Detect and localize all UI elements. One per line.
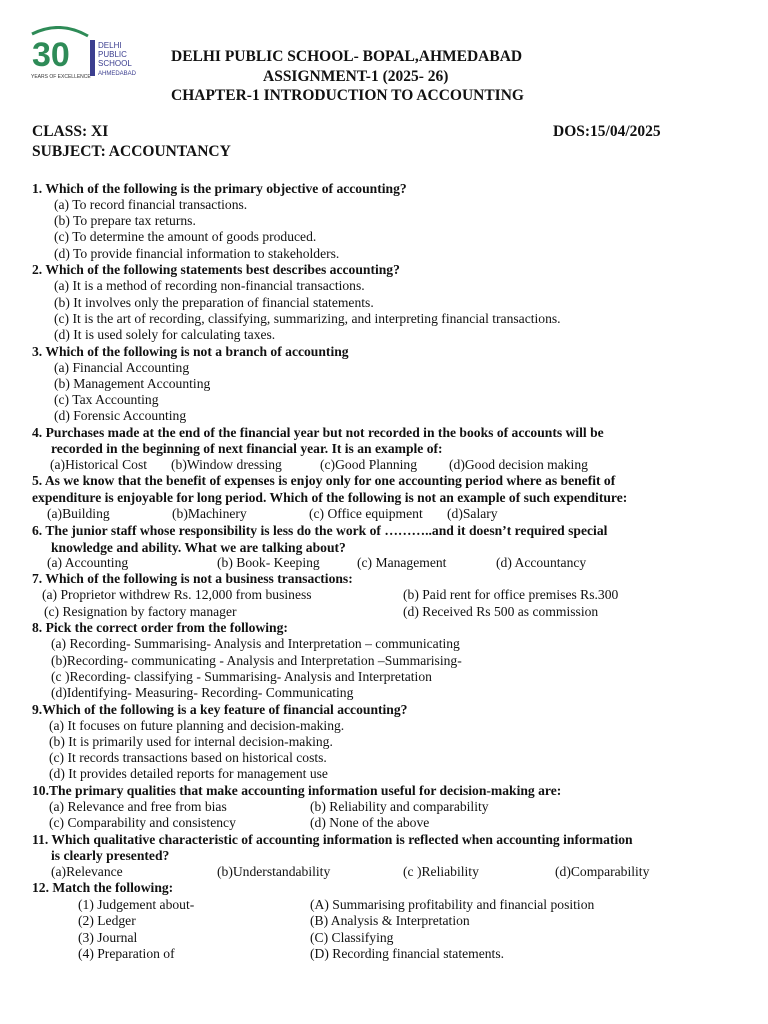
option: (d) None of the above	[310, 815, 430, 830]
option: (c )Reliability	[403, 864, 479, 879]
option: (d) To provide financial information to stakeholders.	[54, 246, 340, 261]
question-1: 1. Which of the following is the primary objective of accounting?	[32, 181, 407, 196]
option: (b) Reliability and comparability	[310, 799, 489, 814]
match-left: (1) Judgement about-	[78, 897, 195, 912]
option: (a) Financial Accounting	[54, 360, 190, 375]
option: (c) To determine the amount of goods produced.	[54, 229, 317, 244]
option: (c) It is the art of recording, classifying, summarizing, and interpreting financial transactions.	[54, 311, 561, 326]
option: (b)Understandability	[217, 864, 331, 879]
subject-label: SUBJECT: ACCOUNTANCY	[32, 143, 231, 160]
match-left: (3) Journal	[78, 930, 138, 945]
class-label: CLASS: XI	[32, 123, 109, 140]
question-11: 11. Which qualitative characteristic of accounting information is reflected when accounting information	[32, 832, 633, 847]
option: (b) Book- Keeping	[217, 555, 320, 570]
question-6-cont: knowledge and ability. What we are talking about?	[51, 540, 346, 555]
option: (a) It is a method of recording non-financial transactions.	[54, 278, 365, 293]
school-logo	[30, 26, 148, 84]
match-right: (A) Summarising profitability and financial position	[310, 897, 595, 912]
logo-city: AHMEDABAD	[98, 71, 137, 77]
option: (a)Building	[47, 506, 110, 521]
logo-number: 30	[32, 36, 70, 74]
question-10: 10.The primary qualities that make accounting information useful for decision-making are:	[32, 783, 562, 798]
option: (a) To record financial transactions.	[54, 197, 248, 212]
option: (c) Tax Accounting	[54, 392, 159, 407]
logo-name-1: DELHI	[98, 41, 122, 50]
option: (c )Recording- classifying - Summarising- Analysis and Interpretation	[51, 669, 432, 684]
option: (d) Accountancy	[496, 555, 587, 570]
question-4-cont: recorded in the beginning of next financial year. It is an example of:	[51, 441, 443, 456]
date-of-submission: DOS:15/04/2025	[553, 123, 661, 140]
option: (c) Resignation by factory manager	[44, 604, 237, 619]
option: (d) It is used solely for calculating taxes.	[54, 327, 276, 342]
question-4: 4. Purchases made at the end of the financial year but not recorded in the books of accounts will be	[32, 425, 604, 440]
option: (b)Recording- communicating - Analysis and Interpretation –Summarising-	[51, 653, 462, 668]
question-5-cont: expenditure is enjoyable for long period. Which of the following is not an example of such expenditure:	[32, 490, 628, 505]
option: (d)Good decision making	[449, 457, 588, 472]
question-7: 7. Which of the following is not a business transactions:	[32, 571, 353, 586]
logo-name-3: SCHOOL	[98, 59, 132, 68]
option: (d)Comparability	[555, 864, 650, 879]
question-8: 8. Pick the correct order from the following:	[32, 620, 288, 635]
option: (b)Window dressing	[171, 457, 282, 472]
option: (d)Identifying- Measuring- Recording- Communicating	[51, 685, 354, 700]
question-9: 9.Which of the following is a key feature of financial accounting?	[32, 702, 408, 717]
assignment-title: ASSIGNMENT-1 (2025- 26)	[263, 68, 449, 85]
option: (c) Comparability and consistency	[49, 815, 236, 830]
option: (c) It records transactions based on historical costs.	[49, 750, 327, 765]
option: (c) Office equipment	[309, 506, 423, 521]
option: (a)Relevance	[51, 864, 123, 879]
match-right: (D) Recording financial statements.	[310, 946, 505, 961]
option: (a) Accounting	[47, 555, 129, 570]
option: (c) Management	[357, 555, 447, 570]
option: (b) It is primarily used for internal decision-making.	[49, 734, 333, 749]
question-2: 2. Which of the following statements best describes accounting?	[32, 262, 400, 277]
option: (b) Paid rent for office premises Rs.300	[403, 587, 619, 602]
match-right: (C) Classifying	[310, 930, 394, 945]
option: (d) Received Rs 500 as commission	[403, 604, 599, 619]
option: (b)Machinery	[172, 506, 247, 521]
question-11-cont: is clearly presented?	[51, 848, 170, 863]
option: (d)Salary	[447, 506, 498, 521]
question-3: 3. Which of the following is not a branch of accounting	[32, 344, 349, 359]
option: (d) Forensic Accounting	[54, 408, 187, 423]
logo-name-2: PUBLIC	[98, 50, 127, 59]
chapter-title: CHAPTER-1 INTRODUCTION TO ACCOUNTING	[171, 87, 524, 104]
question-5: 5. As we know that the benefit of expenses is enjoy only for one accounting period where as benefit of	[32, 473, 616, 488]
option: (b) Management Accounting	[54, 376, 211, 391]
option: (a) Recording- Summarising- Analysis and Interpretation – communicating	[51, 636, 460, 651]
logo-tagline: YEARS OF EXCELLENCE	[31, 74, 91, 80]
option: (b) It involves only the preparation of financial statements.	[54, 295, 374, 310]
option: (a) Proprietor withdrew Rs. 12,000 from business	[42, 587, 312, 602]
option: (a) It focuses on future planning and decision-making.	[49, 718, 345, 733]
option: (a)Historical Cost	[50, 457, 148, 472]
option: (a) Relevance and free from bias	[49, 799, 227, 814]
school-name: DELHI PUBLIC SCHOOL- BOPAL,AHMEDABAD	[171, 48, 523, 65]
question-6: 6. The junior staff whose responsibility is less do the work of ………..and it doesn’t required special	[32, 523, 608, 538]
match-left: (4) Preparation of	[78, 946, 175, 961]
match-left: (2) Ledger	[78, 913, 136, 928]
option: (b) To prepare tax returns.	[54, 213, 196, 228]
option: (c)Good Planning	[320, 457, 418, 472]
question-12: 12. Match the following:	[32, 880, 174, 895]
match-right: (B) Analysis & Interpretation	[310, 913, 470, 928]
option: (d) It provides detailed reports for management use	[49, 766, 328, 781]
